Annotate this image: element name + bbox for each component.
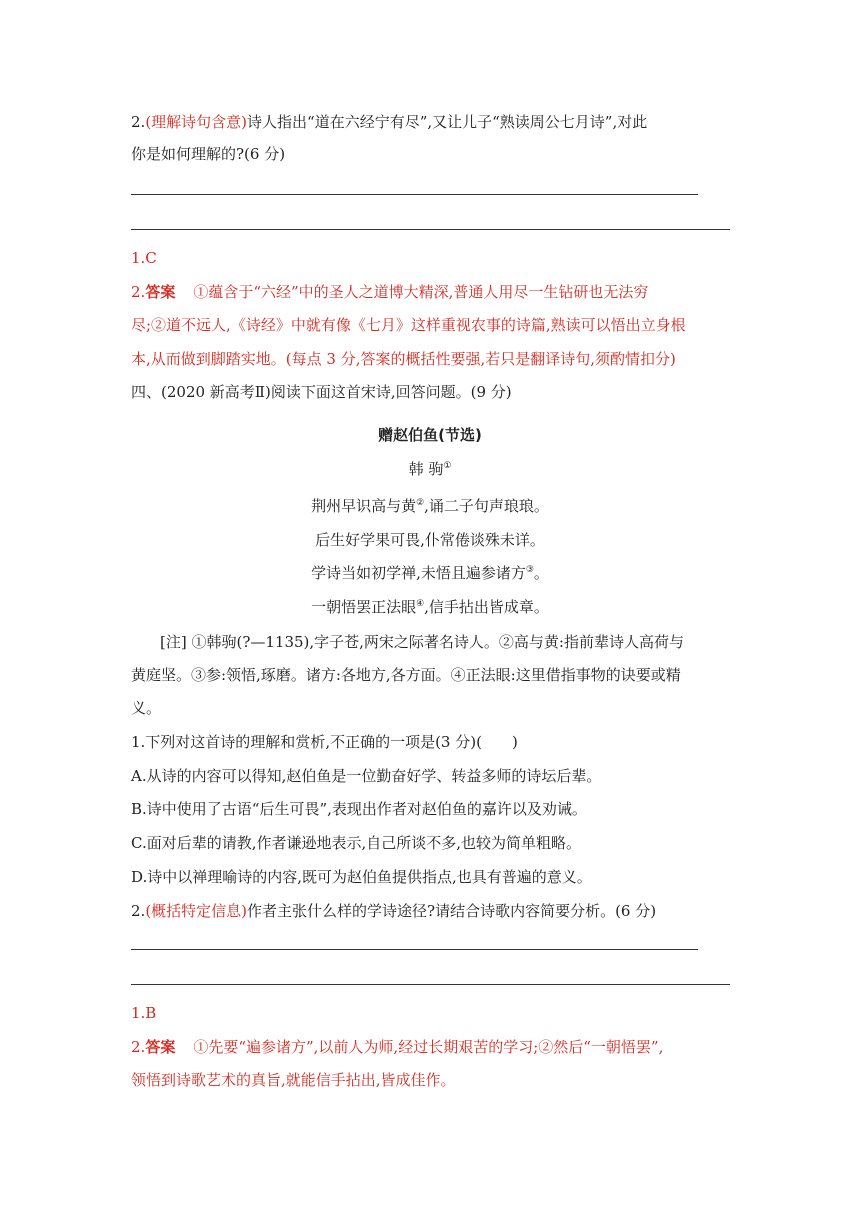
answer-2-line3: 本,从而做到脚踏实地。(每点 3 分,答案的概括性要强,若只是翻译诗句,须酌情扣分) (131, 350, 676, 368)
question-tag: (概括特定信息) (145, 902, 248, 920)
section-divider (131, 984, 730, 985)
poem-author (0, 458, 860, 480)
section-divider (131, 229, 730, 230)
answer-2-line2: 尽;②道不远人,《诗经》中就有像《七月》这样重视农事的诗篇,熟读可以悟出立身根 (131, 316, 686, 334)
footnote-marker: ① (443, 461, 452, 471)
answer-2-line1 (131, 281, 648, 303)
answer-2-line2: 领悟到诗歌艺术的真旨,就能信手拈出,皆成佳作。 (131, 1071, 456, 1089)
notes-line1: [注] ①韩驹(?—1135),字子苍,两宋之际著名诗人。②高与黄:指前辈诗人高荷与 (160, 633, 684, 651)
question-2a-line2: 你是如何理解的?(6 分) (131, 145, 286, 163)
notes-line2: 黄庭坚。③参:领悟,琢磨。诸方:各地方,各方面。④正法眼:这里借指事物的诀要或精 (131, 666, 681, 684)
answer-1: 1.C (131, 249, 157, 267)
poem-line-1 (0, 495, 860, 517)
question-2b (131, 900, 656, 922)
question-1-stem: 1.下列对这首诗的理解和赏析,不正确的一项是(3 分)( ) (131, 733, 518, 751)
answer-label: 答案 (145, 1038, 176, 1056)
footnote-marker: ③ (525, 565, 534, 575)
option-d: D.诗中以禅理喻诗的内容,既可为赵伯鱼提供指点,也具有普遍的意义。 (131, 868, 592, 886)
answer-number: 2. (131, 283, 146, 301)
poem-line-text: 。 (533, 564, 549, 582)
poem-line-4 (0, 596, 860, 618)
answer-text: ①先要“遍参诸方”,以前人为师,经过长期艰苦的学习;②然后“一朝悟罢”, (193, 1038, 664, 1056)
footnote-marker: ② (416, 498, 425, 508)
answer-1: 1.B (131, 1004, 157, 1022)
answer-blank-line (131, 949, 698, 950)
answer-label: 答案 (145, 283, 176, 301)
question-tag: (理解诗句含意) (145, 113, 248, 131)
poem-title: 赠赵伯鱼(节选) (378, 426, 482, 444)
answer-text: ①蕴含于“六经”中的圣人之道博大精深,普通人用尽一生钻研也无法穷 (193, 283, 649, 301)
question-text: 作者主张什么样的学诗途径?请结合诗歌内容简要分析。(6 分) (247, 902, 657, 920)
option-a: A.从诗的内容可以得知,赵伯鱼是一位勤奋好学、转益多师的诗坛后辈。 (131, 767, 602, 785)
poem-line-text: ,诵二子句声琅琅。 (424, 497, 549, 515)
question-number: 2. (131, 113, 146, 131)
poem-line-text: ,信手拈出皆成章。 (424, 598, 549, 616)
poem-line-3 (0, 562, 860, 584)
answer-blank-line (131, 194, 698, 195)
answer-2-line1 (131, 1036, 663, 1058)
option-b: B.诗中使用了古语“后生可畏”,表现出作者对赵伯鱼的嘉许以及劝诫。 (131, 800, 587, 818)
question-number: 2. (131, 902, 146, 920)
poem-line-2: 后生好学果可畏,仆常倦谈殊未详。 (315, 531, 545, 549)
notes-line3: 义。 (131, 699, 162, 717)
section-heading: 四、(2020 新高考Ⅱ)阅读下面这首宋诗,回答问题。(9 分) (131, 383, 512, 401)
question-2a-line1 (131, 111, 647, 133)
question-text: 诗人指出“道在六经宁有尽”,又让儿子“熟读周公七月诗”,对此 (247, 113, 648, 131)
option-c: C.面对后辈的请教,作者谦逊地表示,自己所谈不多,也较为简单粗略。 (131, 834, 582, 852)
poem-line-text: 荆州早识高与黄 (311, 497, 417, 515)
poem-line-text: 学诗当如初学禅,未悟且遍参诸方 (311, 564, 526, 582)
answer-number: 2. (131, 1038, 146, 1056)
poem-line-text: 一朝悟罢正法眼 (311, 598, 417, 616)
poem-author-name: 韩 驹 (408, 460, 444, 478)
footnote-marker: ④ (416, 599, 425, 609)
